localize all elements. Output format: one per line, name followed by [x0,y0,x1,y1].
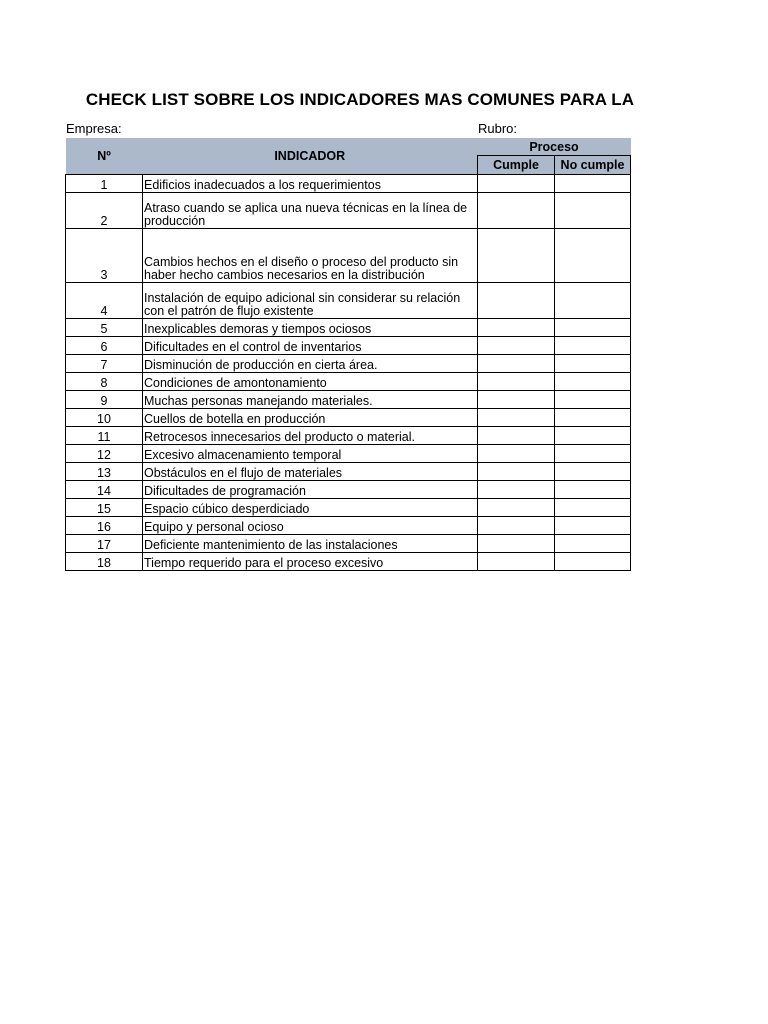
row-number: 15 [66,499,143,517]
row-indicator: Dificultades en el control de inventarios [143,337,478,355]
row-indicator: Muchas personas manejando materiales. [143,391,478,409]
row-number: 7 [66,355,143,373]
row-indicator: Cambios hechos en el diseño o proceso del producto sin haber hecho cambios necesarios en la distribución [143,229,478,283]
row-indicator: Obstáculos en el flujo de materiales [143,463,478,481]
row-number: 9 [66,391,143,409]
not-complies-cell[interactable] [555,445,631,463]
row-indicator: Disminución de producción en cierta área. [143,355,478,373]
complies-cell[interactable] [478,445,555,463]
table-row [66,175,631,193]
not-complies-cell[interactable] [555,283,631,319]
not-complies-cell[interactable] [555,499,631,517]
complies-cell[interactable] [478,427,555,445]
complies-cell[interactable] [478,373,555,391]
table-row [66,319,631,337]
complies-cell[interactable] [478,499,555,517]
row-number: 12 [66,445,143,463]
complies-cell[interactable] [478,517,555,535]
table-row [66,373,631,391]
not-complies-cell[interactable] [555,517,631,535]
header-complies: Cumple [478,156,555,175]
table-row [66,463,631,481]
header-number: Nº [66,138,143,175]
row-number: 11 [66,427,143,445]
row-indicator: Deficiente mantenimiento de las instalaciones [143,535,478,553]
not-complies-cell[interactable] [555,481,631,499]
row-indicator: Equipo y personal ocioso [143,517,478,535]
complies-cell[interactable] [478,409,555,427]
row-number: 8 [66,373,143,391]
table-row [66,535,631,553]
table-row [66,193,631,229]
row-indicator: Retrocesos innecesarios del producto o material. [143,427,478,445]
table-row [66,427,631,445]
not-complies-cell[interactable] [555,355,631,373]
complies-cell[interactable] [478,391,555,409]
table-row [66,445,631,463]
row-indicator: Edificios inadecuados a los requerimientos [143,175,478,193]
header-indicator: INDICADOR [143,138,478,175]
table-row [66,517,631,535]
not-complies-cell[interactable] [555,553,631,571]
table-row [66,409,631,427]
table-row [66,283,631,319]
complies-cell[interactable] [478,535,555,553]
table-row [66,391,631,409]
not-complies-cell[interactable] [555,391,631,409]
row-number: 4 [66,283,143,319]
row-indicator: Condiciones de amontonamiento [143,373,478,391]
complies-cell[interactable] [478,229,555,283]
complies-cell[interactable] [478,193,555,229]
row-number: 5 [66,319,143,337]
complies-cell[interactable] [478,319,555,337]
table-row [66,337,631,355]
header-not-complies: No cumple [555,156,631,175]
not-complies-cell[interactable] [555,175,631,193]
row-indicator: Instalación de equipo adicional sin considerar su relación con el patrón de flujo existente [143,283,478,319]
not-complies-cell[interactable] [555,535,631,553]
empresa-label: Empresa: [66,121,122,136]
not-complies-cell[interactable] [555,337,631,355]
table-row [66,553,631,571]
complies-cell[interactable] [478,463,555,481]
not-complies-cell[interactable] [555,427,631,445]
checklist-table [65,138,631,571]
row-number: 1 [66,175,143,193]
row-indicator: Inexplicables demoras y tiempos ociosos [143,319,478,337]
row-indicator: Tiempo requerido para el proceso excesivo [143,553,478,571]
complies-cell[interactable] [478,175,555,193]
document-title: CHECK LIST SOBRE LOS INDICADORES MAS COMUNES PARA LA [85,90,635,109]
row-number: 17 [66,535,143,553]
row-indicator: Atraso cuando se aplica una nueva técnicas en la línea de producción [143,193,478,229]
table-row [66,481,631,499]
complies-cell[interactable] [478,481,555,499]
not-complies-cell[interactable] [555,319,631,337]
row-indicator: Excesivo almacenamiento temporal [143,445,478,463]
not-complies-cell[interactable] [555,409,631,427]
complies-cell[interactable] [478,283,555,319]
table-row [66,499,631,517]
header-process: Proceso [478,138,631,156]
not-complies-cell[interactable] [555,373,631,391]
row-number: 18 [66,553,143,571]
complies-cell[interactable] [478,355,555,373]
not-complies-cell[interactable] [555,193,631,229]
row-number: 10 [66,409,143,427]
not-complies-cell[interactable] [555,463,631,481]
row-number: 16 [66,517,143,535]
complies-cell[interactable] [478,337,555,355]
not-complies-cell[interactable] [555,229,631,283]
table-row [66,355,631,373]
rubro-label: Rubro: [478,121,518,136]
row-number: 6 [66,337,143,355]
row-number: 13 [66,463,143,481]
complies-cell[interactable] [478,553,555,571]
table-row [66,229,631,283]
row-number: 2 [66,193,143,229]
row-indicator: Espacio cúbico desperdiciado [143,499,478,517]
row-indicator: Dificultades de programación [143,481,478,499]
row-indicator: Cuellos de botella en producción [143,409,478,427]
row-number: 14 [66,481,143,499]
row-number: 3 [66,229,143,283]
